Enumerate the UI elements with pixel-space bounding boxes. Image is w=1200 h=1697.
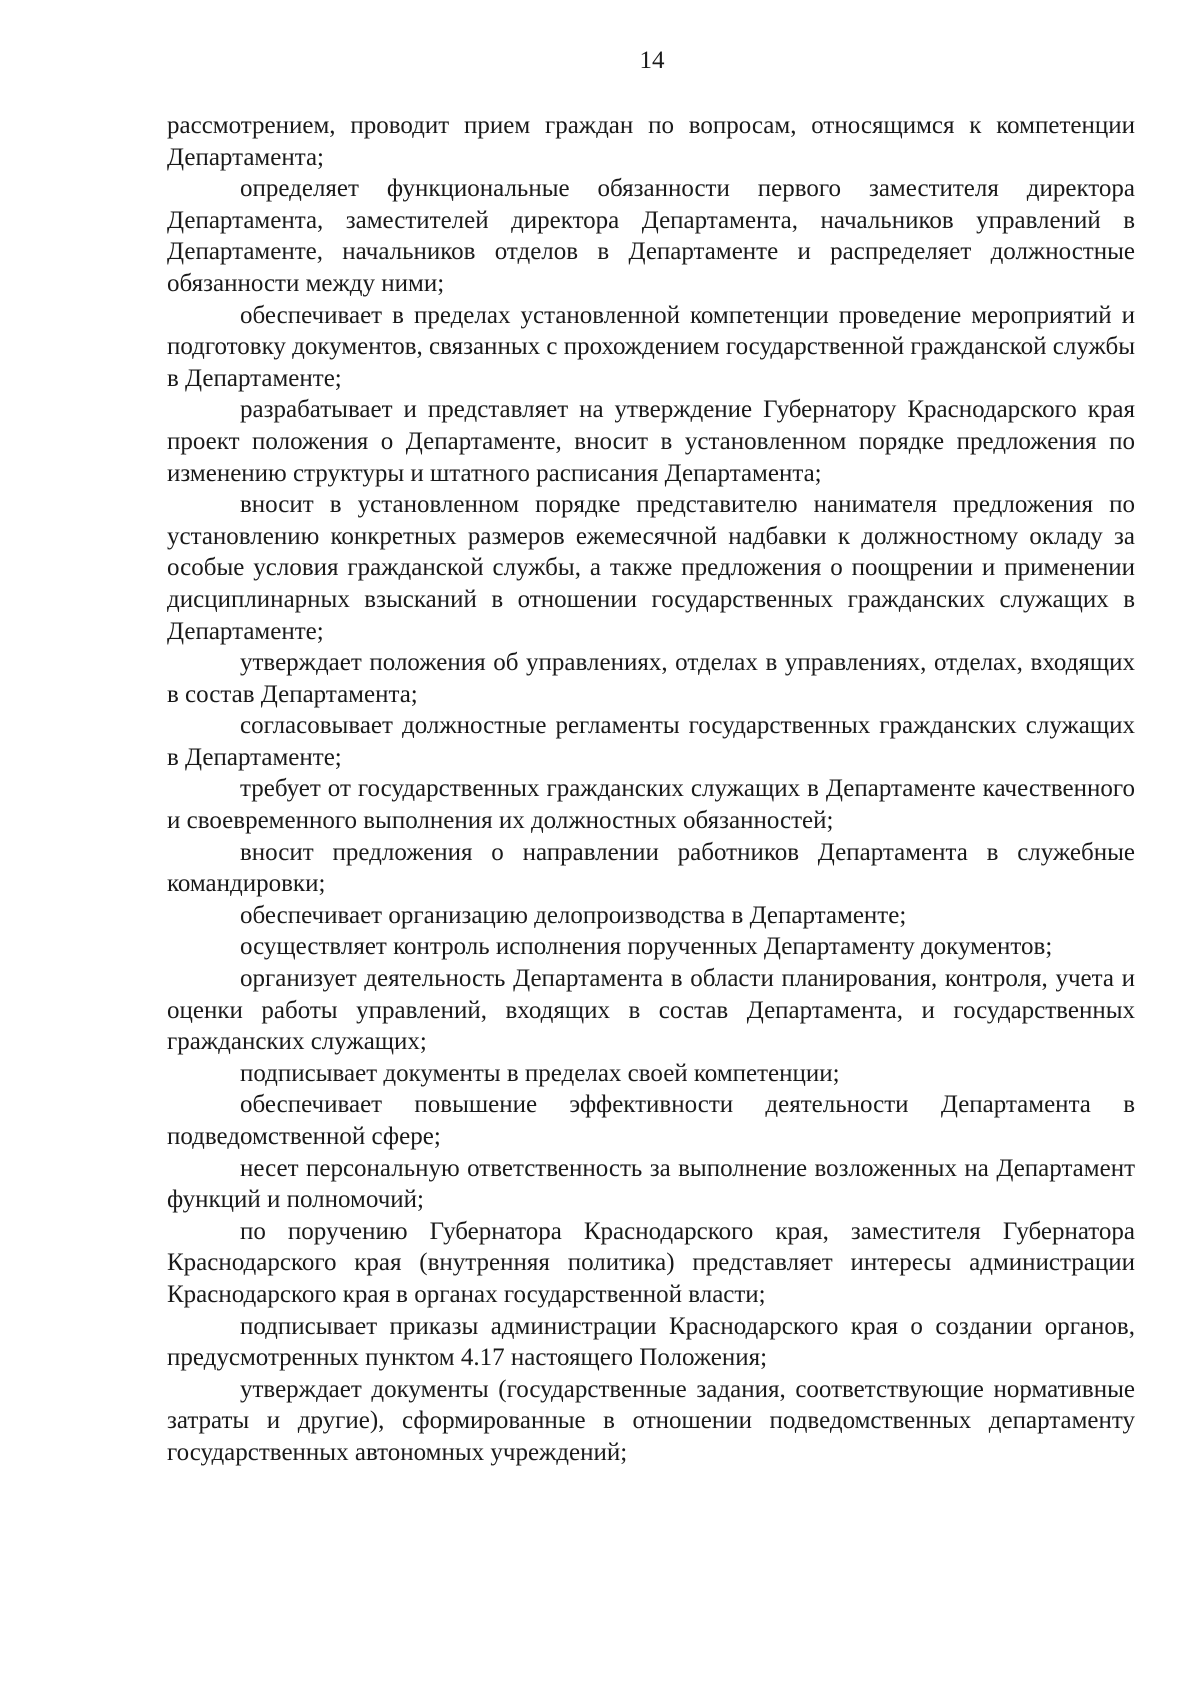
- paragraph: требует от государственных гражданских служащих в Департаменте качественного и своевременного выполнения их должностных обязанностей;: [167, 775, 1135, 835]
- page-number: 14: [639, 47, 665, 74]
- paragraph: подписывает приказы администрации Краснодарского края о создании органов, предусмотренных пунктом 4.17 настоящего Положения;: [167, 1312, 1135, 1372]
- paragraph: утверждает документы (государственные задания, соответствующие нормативные затраты и другие), сформированные в отношении подведомственных департаменту государственных автономных учреждений;: [167, 1375, 1135, 1466]
- paragraph: обеспечивает в пределах установленной компетенции проведение мероприятий и подготовку документов, связанных с прохождением государственной гражданской службы в Департаменте;: [167, 301, 1135, 392]
- paragraph: разрабатывает и представляет на утверждение Губернатору Краснодарского края проект положения о Департаменте, вносит в установленном порядке предложения по изменению структуры и штатного расписания Департамента;: [167, 396, 1135, 487]
- paragraph: вносит в установленном порядке представителю нанимателя предложения по установлению конкретных размеров ежемесячной надбавки к должностному окладу за особые условия гражданской службы, а также предложения о поощрении и применении дисциплинарных взысканий в отношении государственных гражданских служащих в Департаменте;: [167, 491, 1135, 645]
- paragraph: по поручению Губернатора Краснодарского края, заместителя Губернатора Краснодарского края (внутренняя политика) представляет интересы администрации Краснодарского края в органах государственной власти;: [167, 1217, 1135, 1308]
- document-body: [167, 110, 1135, 1469]
- paragraph: несет персональную ответственность за выполнение возложенных на Департамент функций и полномочий;: [167, 1154, 1135, 1214]
- paragraph: рассмотрением, проводит прием граждан по вопросам, относящимся к компетенции Департамента;: [167, 112, 1135, 171]
- paragraph: вносит предложения о направлении работников Департамента в служебные командировки;: [167, 838, 1135, 898]
- paragraph: осуществляет контроль исполнения порученных Департаменту документов;: [240, 933, 1053, 961]
- paragraph: согласовывает должностные регламенты государственных гражданских служащих в Департаменте;: [167, 712, 1135, 771]
- paragraph: подписывает документы в пределах своей компетенции;: [240, 1059, 840, 1087]
- paragraph: обеспечивает организацию делопроизводства в Департаменте;: [240, 901, 907, 929]
- paragraph: определяет функциональные обязанности первого заместителя директора Департамента, заместителей директора Департамента, начальников управлений в Департаменте, начальников отделов в Департаменте и распределяет должностные обязанности между ними;: [167, 175, 1135, 297]
- paragraph: организует деятельность Департамента в области планирования, контроля, учета и оценки работы управлений, входящих в состав Департамента, и государственных гражданских служащих;: [167, 965, 1135, 1056]
- paragraph: утверждает положения об управлениях, отделах в управлениях, отделах, входящих в состав Департамента;: [167, 649, 1135, 708]
- paragraph: обеспечивает повышение эффективности деятельности Департамента в подведомственной сфере;: [167, 1091, 1135, 1150]
